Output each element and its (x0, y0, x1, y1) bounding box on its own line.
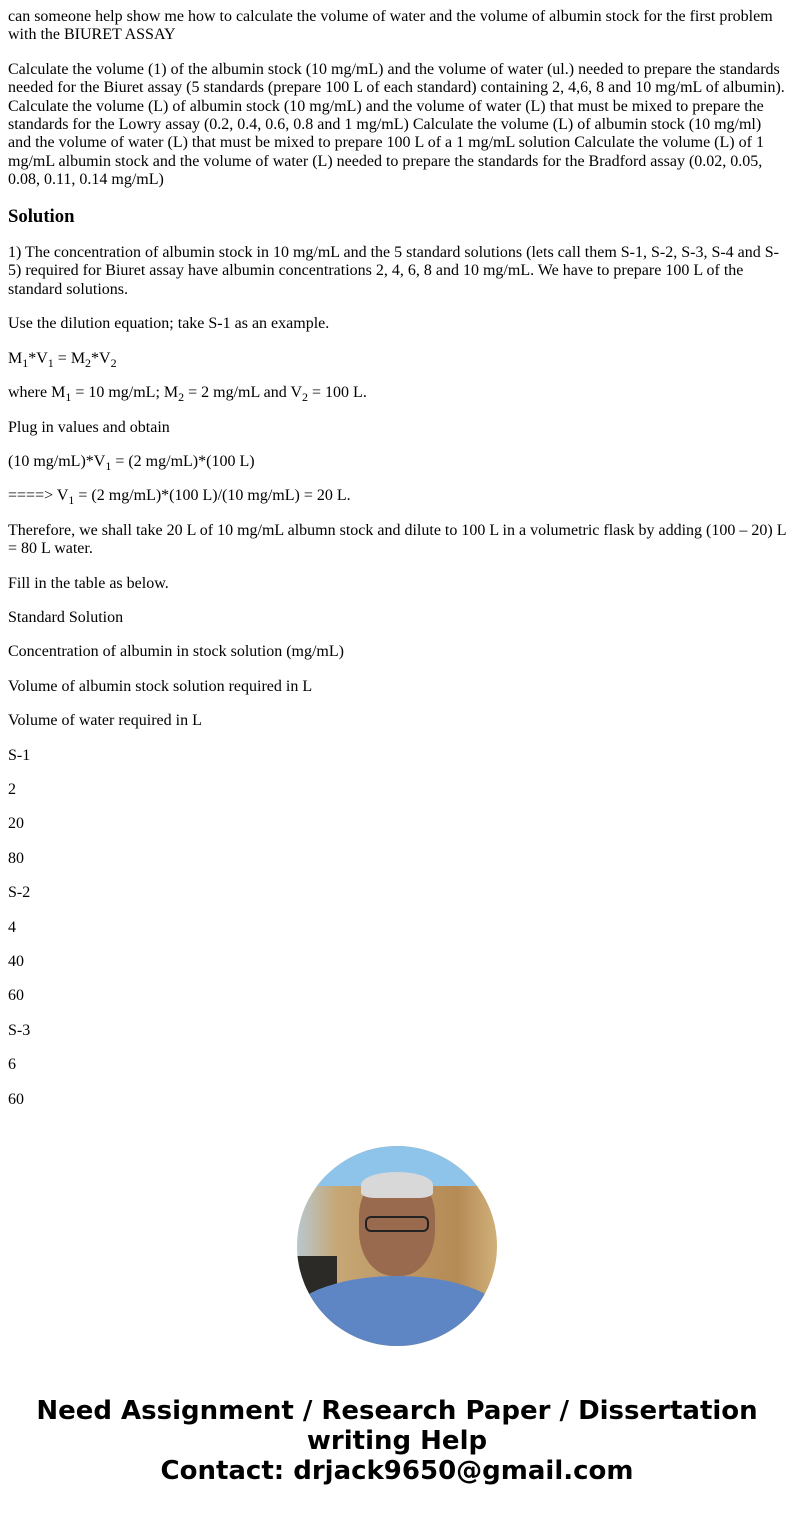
avatar-container (8, 1146, 786, 1346)
table-cell: 40 (8, 953, 24, 970)
table-cell: Standard Solution (8, 608, 124, 626)
equation-dilution: $M_1*V_1 = M_2*V_2$ (8, 349, 117, 370)
table-cell: 6 (8, 1056, 16, 1074)
banner-headline: Need Assignment / Research Paper / Dissertation writing Help (36, 1396, 758, 1457)
table-cell: S-2 (8, 884, 31, 902)
solution-heading: Solution (8, 205, 75, 227)
table-cell: 80 (8, 849, 24, 867)
banner-contact: Contact: drjack9650@gmail.com (160, 1456, 634, 1487)
equation-values: where $M_1 = 10$ mg/mL; $M_2 = 2$ mg/mL and $V_2 = 100$ L. (8, 384, 367, 405)
table-cell: 4 (8, 918, 16, 936)
table-cell: S-3 (8, 1021, 31, 1039)
table-cell: 20 (8, 815, 24, 833)
table-cell: Volume of albumin stock solution required in L (8, 677, 313, 695)
equation-plug: (10 $mg/mL)*V_1 = (2$ mg/mL)*(100 L) (8, 452, 255, 474)
table-items (8, 609, 786, 1109)
solution-paragraph: Therefore, we shall take 20 L of 10 mg/mL albumn stock and dilute to 100 L in a volumetric flask by adding (100 – 20) L = 80 L water. (8, 521, 786, 558)
question-intro: can someone help show me how to calculate the volume of water and the volume of albumin stock for the first problem with the BIURET ASSAY (8, 8, 773, 44)
solution-paragraph: 1) The concentration of albumin stock in 10 mg/mL and the 5 standard solutions (lets call them S-1, S-2, S-3, S-4 and S-5) required for Biuret assay have albumin concentrations 2, 4, 6, 8 and 10 mg/mL. We have to prepare 100 L of the standard solutions. (8, 244, 779, 298)
question-body: Calculate the volume (1) of the albumin stock (10 mg/mL) and the volume of water (ul.) needed to prepare the standards needed for the Biuret assay (5 standards (prepare 100 L of each standard) containing 2, 4,6, 8 and 10 mg/mL of albumin). Calculate the volume (L) of albumin stock (10 mg/mL) and the volume of water (L) that must be mixed to prepare the standards for the Lowry assay (0.2, 0.4, 0.6, 0.8 and 1 mg/mL) Calculate the volume (L) of albumin stock (10 mg/ml) and the volume of water (L) that must be mixed to prepare 100 L of a 1 mg/mL solution Calculate the volume (L) of 1 mg/mL albumin stock and the volume of water (L) needed to prepare the standards for the Bradford assay (0.02, 0.05, 0.08, 0.11, 0.14 mg/mL) (8, 60, 785, 189)
table-cell: 60 (8, 987, 24, 1005)
table-cell: Concentration of albumin in stock solution (mg/mL) (8, 643, 344, 661)
solution-paragraph: Plug in values and obtain (8, 418, 170, 436)
equation-result: ====> $V_1 = (2$ mg/mL)*(100 L)/(10 mg/mL) = 20 L. (8, 487, 351, 508)
table-cell: Volume of water required in L (8, 712, 202, 730)
table-cell: 60 (8, 1090, 24, 1108)
contact-banner (8, 1396, 786, 1486)
solution-paragraph: Use the dilution equation; take S-1 as an example. (8, 315, 330, 333)
table-cell: S-1 (8, 746, 31, 764)
author-avatar (297, 1146, 497, 1346)
table-cell: 2 (8, 780, 16, 798)
solution-paragraph: Fill in the table as below. (8, 574, 169, 592)
